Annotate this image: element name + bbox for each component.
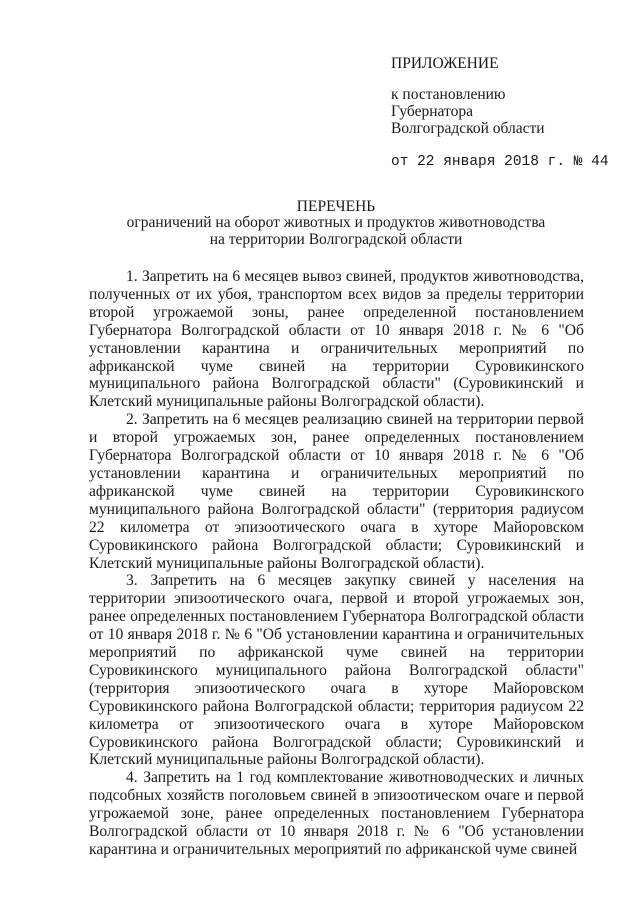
appendix-date-number: от 22 января 2018 г. № 44 xyxy=(391,154,609,170)
appendix-line-1: к постановлению xyxy=(391,86,506,103)
appendix-line-2: Губернатора xyxy=(391,103,473,120)
appendix-title: ПРИЛОЖЕНИЕ xyxy=(391,55,499,72)
paragraph-2: 2. Запретить на 6 месяцев реализацию свиней на территории первой и второй угрожаемых зон, ранее определенных постановлением Губернатора Волгоградской области от 10 января 2018 г. № 6 "Об установлении карантина и ограничительных мероприятий по африканской чуме свиней на территории Суровикинского муниципального района Волгоградской области" (территория радиусом 22 километра от эпизоотического очага в хуторе Майоровском Суровикинского района Волгоградской области; Суровикинский и Клетский муниципальные районы Волгоградской области). xyxy=(89,411,584,572)
appendix-block xyxy=(391,55,621,171)
subtitle-line-2: на территории Волгоградской области xyxy=(209,231,463,248)
paragraph-4: 4. Запретить на 1 год комплектование животноводческих и личных подсобных хозяйств поголовьем свиней в эпизоотическом очаге и первой угрожаемой зоне, ранее определенных постановлением Губернатора Волгоградской области от 10 января 2018 г. № 6 "Об установлении карантина и ограничительных мероприятий по африканской чуме свиней xyxy=(89,769,584,858)
appendix-line-3: Волгоградской области xyxy=(391,120,545,137)
document-title: ПЕРЕЧЕНЬ xyxy=(296,198,376,215)
paragraph-1: 1. Запретить на 6 месяцев вывоз свиней, продуктов животноводства, полученных от их убоя, транспортом всех видов за пределы территории второй угрожаемой зоны, ранее определенной постановлением Губернатора Волгоградской области от 10 января 2018 г. № 6 "Об установлении карантина и ограничительных мероприятий по африканской чуме свиней на территории Суровикинского муниципального района Волгоградской области" (Суровикинский и Клетский муниципальные районы Волгоградской области). xyxy=(89,268,584,411)
document-body xyxy=(89,268,584,859)
paragraph-3: 3. Запретить на 6 месяцев закупку свиней у населения на территории эпизоотического очага, первой и второй угрожаемых зон, ранее определенных постановлением Губернатора Волгоградской области от 10 января 2018 г. № 6 "Об установлении карантина и ограничительных мероприятий по африканской чуме свиней на территории Суровикинского муниципального района Волгоградской области" (территория эпизоотического очага в хуторе Майоровском Суровикинского района Волгоградской области; территория радиусом 22 километра от эпизоотического очага в хуторе Майоровском Суровикинского района Волгоградской области; Суровикинский и Клетский муниципальные районы Волгоградской области). xyxy=(89,572,584,769)
document-subtitle xyxy=(88,214,584,248)
subtitle-line-1: ограничений на оборот животных и продуктов животноводства xyxy=(126,214,546,231)
